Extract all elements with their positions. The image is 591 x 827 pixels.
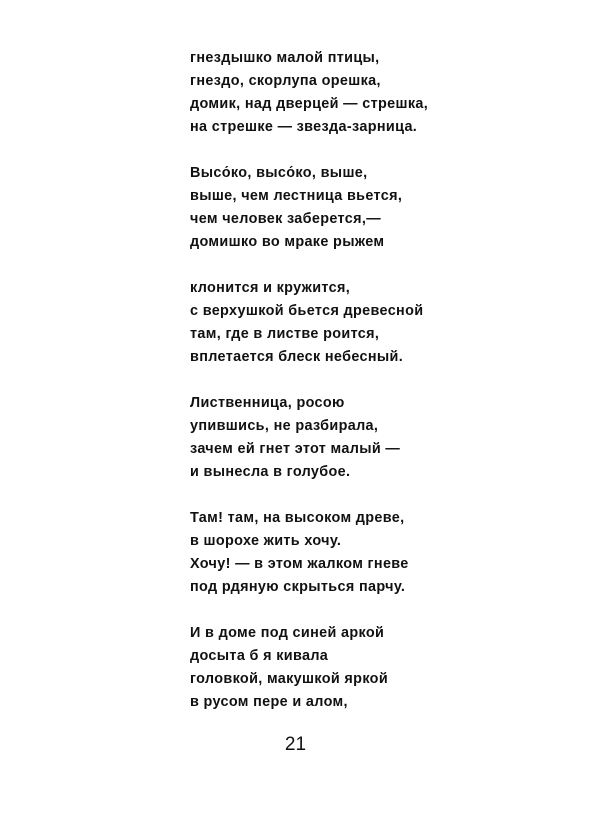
poem-line: Лиственница, росою	[190, 395, 345, 411]
poem-line: чем человек заберется,—	[190, 211, 381, 227]
poem-line: вплетается блеск небесный.	[190, 349, 404, 365]
poem-line: гнездышко малой птицы,	[190, 50, 380, 66]
poem-line: головкой, макушкой яркой	[190, 671, 389, 687]
poem-line: там, где в листве роится,	[190, 326, 380, 342]
stanza-1	[190, 47, 470, 139]
poem-line: Высо́ко, высо́ко, выше,	[190, 165, 368, 181]
stanza-2	[190, 162, 470, 254]
poem-line: на стрешке — звезда-зарница.	[190, 119, 418, 135]
poem-line: в русом пере и алом,	[190, 694, 348, 710]
stanza-6	[190, 622, 470, 714]
stanza-4	[190, 392, 470, 484]
stanza-5	[190, 507, 470, 599]
poem-line: упившись, не разбирала,	[190, 418, 379, 434]
poem-line: И в доме под синей аркой	[190, 625, 385, 641]
stanza-3	[190, 277, 470, 369]
poem-line: Там! там, на высоком древе,	[190, 510, 405, 526]
poem-line: домишко во мраке рыжем	[190, 234, 385, 250]
poem-body	[190, 47, 470, 737]
poem-line: гнездо, скорлупа орешка,	[190, 73, 381, 89]
poem-line: клонится и кружится,	[190, 280, 351, 296]
poem-line: домик, над дверцей — стрешка,	[190, 96, 429, 112]
poem-line: с верхушкой бьется древесной	[190, 303, 424, 319]
poem-line: выше, чем лестница вьется,	[190, 188, 403, 204]
poem-line: зачем ей гнет этот малый —	[190, 441, 401, 457]
poem-line: в шорохе жить хочу.	[190, 533, 342, 549]
page-number: 21	[284, 734, 307, 755]
poem-line: под рдяную скрыться парчу.	[190, 579, 406, 595]
poem-line: досыта б я кивала	[190, 648, 329, 664]
poem-line: Хочу! — в этом жалком гневе	[190, 556, 409, 572]
poem-line: и вынесла в голубое.	[190, 464, 351, 480]
